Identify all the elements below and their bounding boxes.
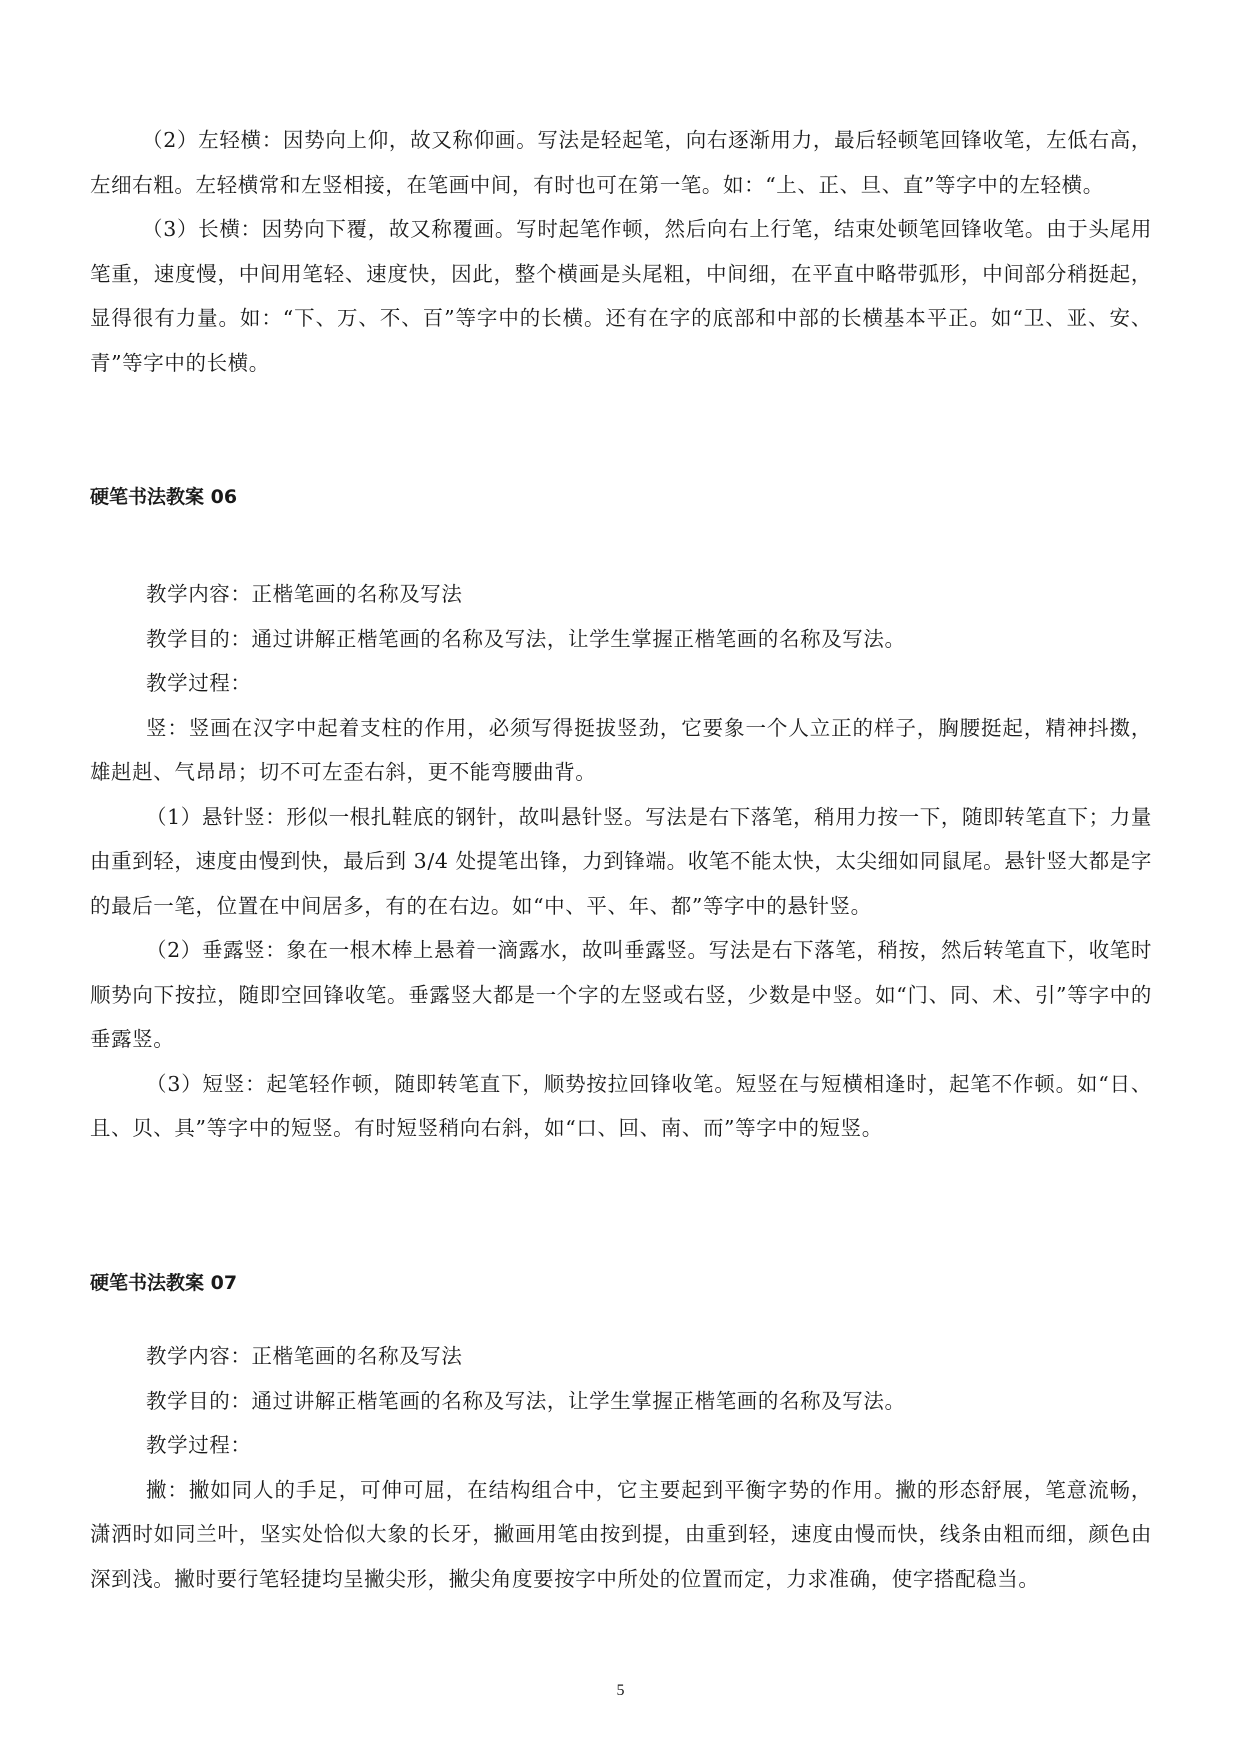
teaching-content: 教学内容：正楷笔画的名称及写法	[146, 582, 463, 606]
paragraph-long-horizontal: （3）长横：因势向下覆，故又称覆画。写时起笔作顿，然后向右上行笔，结束处顿笔回锋收笔。由于头尾用笔重，速度慢，中间用笔轻、速度快，因此，整个横画是头尾粗，中间细，在平直中略带弧形，中间部分稍挺起，显得很有力量。如：“下、万、不、百”等字中的长横。还有在字的底部和中部的长横基本平正。如“卫、亚、安、青”等字中的长横。	[90, 217, 1152, 375]
paragraph-left-falling: 撇：撇如同人的手足，可伸可屈，在结构组合中，它主要起到平衡字势的作用。撇的形态舒展，笔意流畅，潇洒时如同兰叶，坚实处恰似大象的长牙，撇画用笔由按到提，由重到轻，速度由慢而快，线条由粗而细，颜色由深到浅。撇时要行笔轻捷均呈撇尖形，撇尖角度要按字中所处的位置而定，力求准确，使字搭配稳当。	[90, 1477, 1152, 1591]
teaching-process: 教学过程：	[146, 1433, 252, 1457]
teaching-process: 教学过程：	[146, 671, 252, 695]
teaching-goal: 教学目的：通过讲解正楷笔画的名称及写法，让学生掌握正楷笔画的名称及写法。	[146, 626, 906, 651]
paragraph-dew-drop: （2）垂露竖：象在一根木棒上悬着一滴露水，故叫垂露竖。写法是右下落笔，稍按，然后转笔直下，收笔时顺势向下按拉，随即空回锋收笔。垂露竖大都是一个字的左竖或右竖，少数是中竖。如“门、同、术、引”等字中的垂露竖。	[90, 938, 1152, 1051]
teaching-content: 教学内容：正楷笔画的名称及写法	[146, 1344, 463, 1368]
paragraph-vertical: 竖：竖画在汉字中起着支柱的作用，必须写得挺拔竖劲，它要象一个人立正的样子，胸腰挺起，精神抖擞，雄赳赳、气昂昂；切不可左歪右斜，更不能弯腰曲背。	[90, 715, 1152, 784]
paragraph-left-light-horizontal: （2）左轻横：因势向上仰，故又称仰画。写法是轻起笔，向右逐渐用力，最后轻顿笔回锋收笔，左低右高，左细右粗。左轻横常和左竖相接，在笔画中间，有时也可在第一笔。如：“上、正、旦、直”等字中的左轻横。	[90, 128, 1152, 197]
paragraph-hanging-needle: （1）悬针竖：形似一根扎鞋底的钢针，故叫悬针竖。写法是右下落笔，稍用力按一下，随即转笔直下；力量由重到轻，速度由慢到快，最后到 3/4 处提笔出锋，力到锋端。收笔不能太快，太尖细如同鼠尾。悬针竖大都是字的最后一笔，位置在中间居多，有的在右边。如“中、平、年、都”等字中的悬针竖。	[90, 804, 1152, 918]
paragraph-short-vertical: （3）短竖：起笔轻作顿，随即转笔直下，顺势按拉回锋收笔。短竖在与短横相逢时，起笔不作顿。如“日、且、贝、具”等字中的短竖。有时短竖稍向右斜，如“口、回、南、而”等字中的短竖。	[90, 1071, 1152, 1140]
lesson-06-heading: 硬笔书法教案 06	[90, 486, 238, 508]
section-2	[90, 572, 1152, 1151]
section-1	[90, 118, 1152, 385]
teaching-goal: 教学目的：通过讲解正楷笔画的名称及写法，让学生掌握正楷笔画的名称及写法。	[146, 1388, 906, 1413]
page-number: 5	[616, 1682, 625, 1699]
section-3	[90, 1334, 1152, 1601]
lesson-07-heading: 硬笔书法教案 07	[90, 1272, 238, 1294]
